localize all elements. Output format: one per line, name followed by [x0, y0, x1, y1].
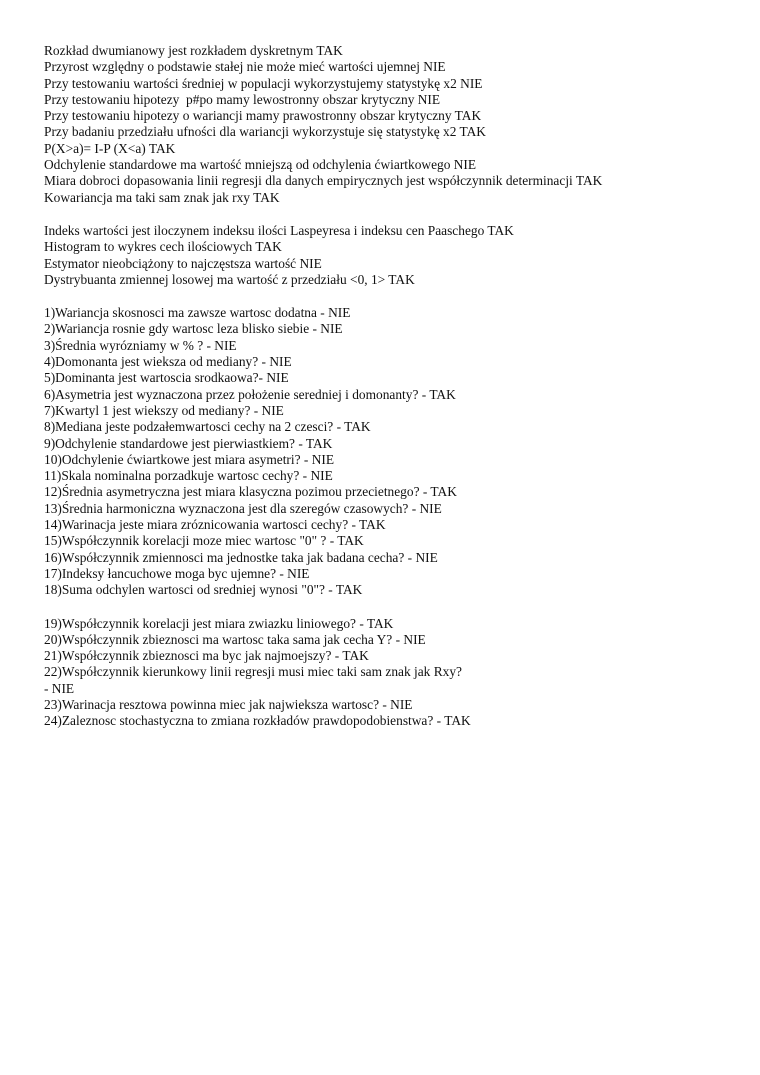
text-line: Przy testowaniu hipotezy o wariancji mamy prawostronny obszar krytyczny TAK: [44, 108, 482, 124]
text-line: Dystrybuanta zmiennej losowej ma wartość z przedziału <0, 1> TAK: [44, 271, 415, 287]
question-line: 21)Współczynnik zbieznosci ma byc jak najmoejszy? - TAK: [44, 648, 369, 664]
question-line: 16)Współczynnik zmiennosci ma jednostke taka jak badana cecha? - NIE: [44, 549, 438, 565]
text-line: Przyrost względny o podstawie stałej nie może mieć wartości ujemnej NIE: [44, 59, 446, 75]
section-1: [44, 43, 744, 206]
text-line: Przy testowaniu hipotezy p#po mamy lewostronny obszar krytyczny NIE: [44, 91, 441, 107]
text-line: Miara dobroci dopasowania linii regresji dla danych empirycznych jest współczynnik determinacji TAK: [44, 173, 603, 189]
question-line: 9)Odchylenie standardowe jest pierwiastkiem? - TAK: [44, 435, 333, 451]
question-line: 19)Współczynnik korelacji jest miara zwiazku liniowego? - TAK: [44, 615, 394, 631]
question-line: 23)Warinacja resztowa powinna miec jak najwieksza wartosc? - NIE: [44, 696, 413, 712]
question-line: 11)Skala nominalna porzadkuje wartosc cechy? - NIE: [44, 468, 333, 484]
section-2: [44, 223, 744, 288]
question-line: 14)Warinacja jeste miara zróznicowania wartosci cechy? - TAK: [44, 517, 386, 533]
question-line: 1)Wariancja skosnosci ma zawsze wartosc dodatna - NIE: [44, 305, 351, 321]
question-line: 22)Współczynnik kierunkowy linii regresji musi miec taki sam znak jak Rxy?: [44, 664, 462, 680]
question-line: - NIE: [44, 680, 75, 696]
question-line: 12)Średnia asymetryczna jest miara klasyczna pozimou przecietnego? - TAK: [44, 484, 457, 500]
question-line: 18)Suma odchylen wartosci od sredniej wynosi "0"? - TAK: [44, 582, 363, 598]
paragraph-spacer: [44, 206, 744, 223]
document-page: [44, 43, 744, 730]
question-line: 7)Kwartyl 1 jest wiekszy od mediany? - NIE: [44, 402, 284, 418]
text-line: P(X>a)= I-P (X<a) TAK: [44, 140, 176, 156]
question-line: 15)Współczynnik korelacji moze miec wartosc "0" ? - TAK: [44, 533, 364, 549]
text-line: Przy badaniu przedziału ufności dla wariancji wykorzystuje się statystykę x2 TAK: [44, 124, 486, 140]
question-line: 2)Wariancja rosnie gdy wartosc leza blisko siebie - NIE: [44, 321, 343, 337]
question-line: 6)Asymetria jest wyznaczona przez położenie seredniej i domonanty? - TAK: [44, 386, 456, 402]
text-line: Rozkład dwumianowy jest rozkładem dyskretnym TAK: [44, 43, 343, 58]
question-line: 10)Odchylenie ćwiartkowe jest miara asymetri? - NIE: [44, 451, 335, 467]
text-line: Kowariancja ma taki sam znak jak rxy TAK: [44, 189, 280, 205]
text-line: Indeks wartości jest iloczynem indeksu ilości Laspeyresa i indeksu cen Paaschego TAK: [44, 222, 514, 238]
text-line: Estymator nieobciążony to najczęstsza wartość NIE: [44, 255, 322, 271]
paragraph-spacer: [44, 288, 744, 305]
question-line: 24)Zaleznosc stochastyczna to zmiana rozkładów prawdopodobienstwa? - TAK: [44, 713, 471, 729]
text-line: Odchylenie standardowe ma wartość mniejszą od odchylenia ćwiartkowego NIE: [44, 157, 477, 173]
question-line: 13)Średnia harmoniczna wyznaczona jest dla szeregów czasowych? - NIE: [44, 500, 442, 516]
text-line: Histogram to wykres cech ilościowych TAK: [44, 239, 282, 255]
section-4: [44, 616, 744, 730]
question-line: 3)Średnia wyrózniamy w % ? - NIE: [44, 337, 237, 353]
question-line: 4)Domonanta jest wieksza od mediany? - NIE: [44, 354, 292, 370]
question-line: 17)Indeksy łancuchowe moga byc ujemne? - NIE: [44, 565, 310, 581]
paragraph-spacer: [44, 599, 744, 616]
section-3: [44, 305, 744, 598]
question-line: 8)Mediana jeste podzałemwartosci cechy na 2 czesci? - TAK: [44, 419, 371, 435]
text-line: Przy testowaniu wartości średniej w populacji wykorzystujemy statystykę x2 NIE: [44, 75, 483, 91]
question-line: 5)Dominanta jest wartoscia srodkaowa?- NIE: [44, 370, 289, 386]
question-line: 20)Współczynnik zbieznosci ma wartosc taka sama jak cecha Y? - NIE: [44, 631, 426, 647]
